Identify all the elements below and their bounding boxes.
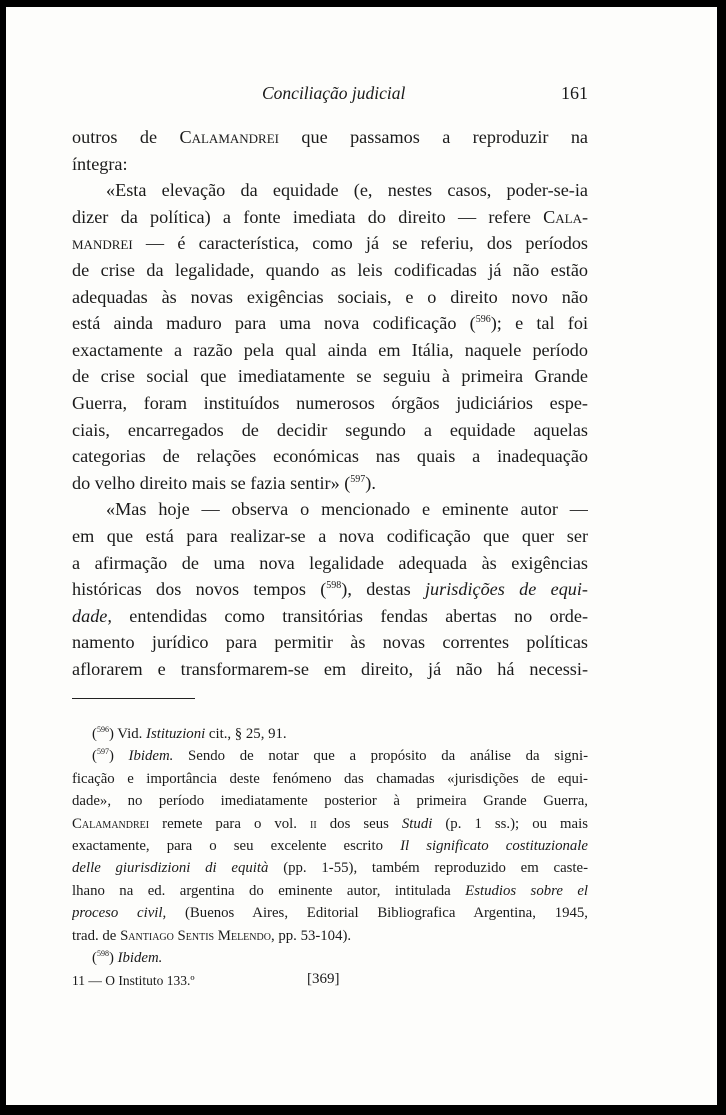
running-header	[72, 83, 588, 107]
text-line: de crise social que imediatamente se seguiu à primeira Grande	[72, 366, 588, 387]
author-name: Calamandrei	[179, 127, 279, 147]
footnote-line: Calamandrei remete para o vol. ii dos seus Studi (p. 1 ss.); ou mais	[72, 815, 588, 832]
author-name: mandrei	[72, 233, 133, 254]
text-line: categorias de relações económicas nas quais a inadequação	[72, 446, 588, 467]
text-line: íntegra:	[72, 153, 128, 174]
original-page-ref: [369]	[307, 971, 340, 987]
text-line: aflorarem e transformarem-se em direito, já não há necessi-	[72, 658, 588, 679]
text-line: exactamente a razão pela qual ainda em Itália, naquele período	[72, 339, 588, 360]
text-line: está ainda maduro para uma nova codificação ($^{596}$); e tal foi	[72, 313, 588, 334]
footnote-596: ($^{596}$) Vid. Istituzioni cit., § 25, 91.	[92, 725, 287, 742]
body-text	[72, 124, 588, 682]
footnote-line: dade», no período imediatamente posterior à primeira Grande Guerra,	[72, 793, 588, 810]
text-line: outros de Calamandrei que passamos a reproduzir na	[72, 127, 588, 147]
footnote-597: ($^{597}$) Ibidem. Sendo de notar que a propósito da análise da signi-	[92, 747, 588, 765]
footnotes	[72, 723, 588, 969]
footnote-598: ($^{598}$) Ibidem.	[92, 948, 163, 966]
page-number: 161	[561, 83, 588, 103]
footnote-ref-598: 598	[326, 580, 342, 592]
footnote-line: ficação e importância deste fenómeno das chamadas «jurisdições de equi-	[72, 770, 588, 787]
text-line: «Esta elevação da equidade (e, nestes casos, poder-se-ia	[106, 180, 588, 201]
text-line: do velho direito mais se fazia sentir» ($^{597}$).	[72, 472, 376, 493]
text-line: em que está para realizar-se a nova codificação que quer ser	[72, 525, 588, 546]
footnote-ref-597: 597	[350, 473, 366, 485]
text-line: a afirmação de uma nova legalidade adequada às exigências	[72, 552, 588, 573]
footnote-line: trad. de Santiago Sentis Melendo, pp. 53-104).	[72, 927, 352, 944]
running-title: Conciliação judicial	[262, 83, 406, 103]
text-line: históricas dos novos tempos ($^{598}$), destas jurisdições de equi-	[72, 579, 588, 600]
text-line: dade, entendidas como transitórias fendas abertas no orde-	[72, 605, 588, 626]
footnote-line: proceso civil, (Buenos Aires, Editorial Bibliografica Argentina, 1945,	[72, 905, 588, 922]
footnote-separator	[72, 698, 195, 699]
text-line: Guerra, foram instituídos numerosos órgãos judiciários espe-	[72, 392, 588, 413]
footnote-line: delle giurisdizioni di equità (pp. 1-55), também reproduzido em caste-	[72, 860, 588, 877]
footnote-line: lhano na ed. argentina do eminente autor, intitulada Estudios sobre el	[72, 882, 588, 899]
text-line: ciais, encarregados de decidir segundo a equidade aquelas	[72, 419, 588, 440]
text-line: adequadas às novas exigências sociais, e o direito novo não	[72, 286, 588, 307]
text-line: namento jurídico para permitir às novas correntes políticas	[72, 632, 588, 653]
text-line: dizer da política) a fonte imediata do direito — refere Cala-	[72, 206, 588, 227]
text-line: «Mas hoje — observa o mencionado e eminente autor —	[106, 499, 588, 520]
author-name: Cala-	[543, 206, 588, 227]
printer-signature: 11 — O Instituto 133.º	[72, 973, 195, 988]
text-line: de crise da legalidade, quando as leis codificadas já não estão	[72, 259, 588, 280]
footnote-ref-596: 596	[475, 314, 491, 326]
footnote-line: exactamente, para o seu excelente escrito Il significato costituzionale	[72, 837, 588, 854]
text-line: mandrei — é característica, como já se referiu, dos períodos	[72, 233, 588, 254]
